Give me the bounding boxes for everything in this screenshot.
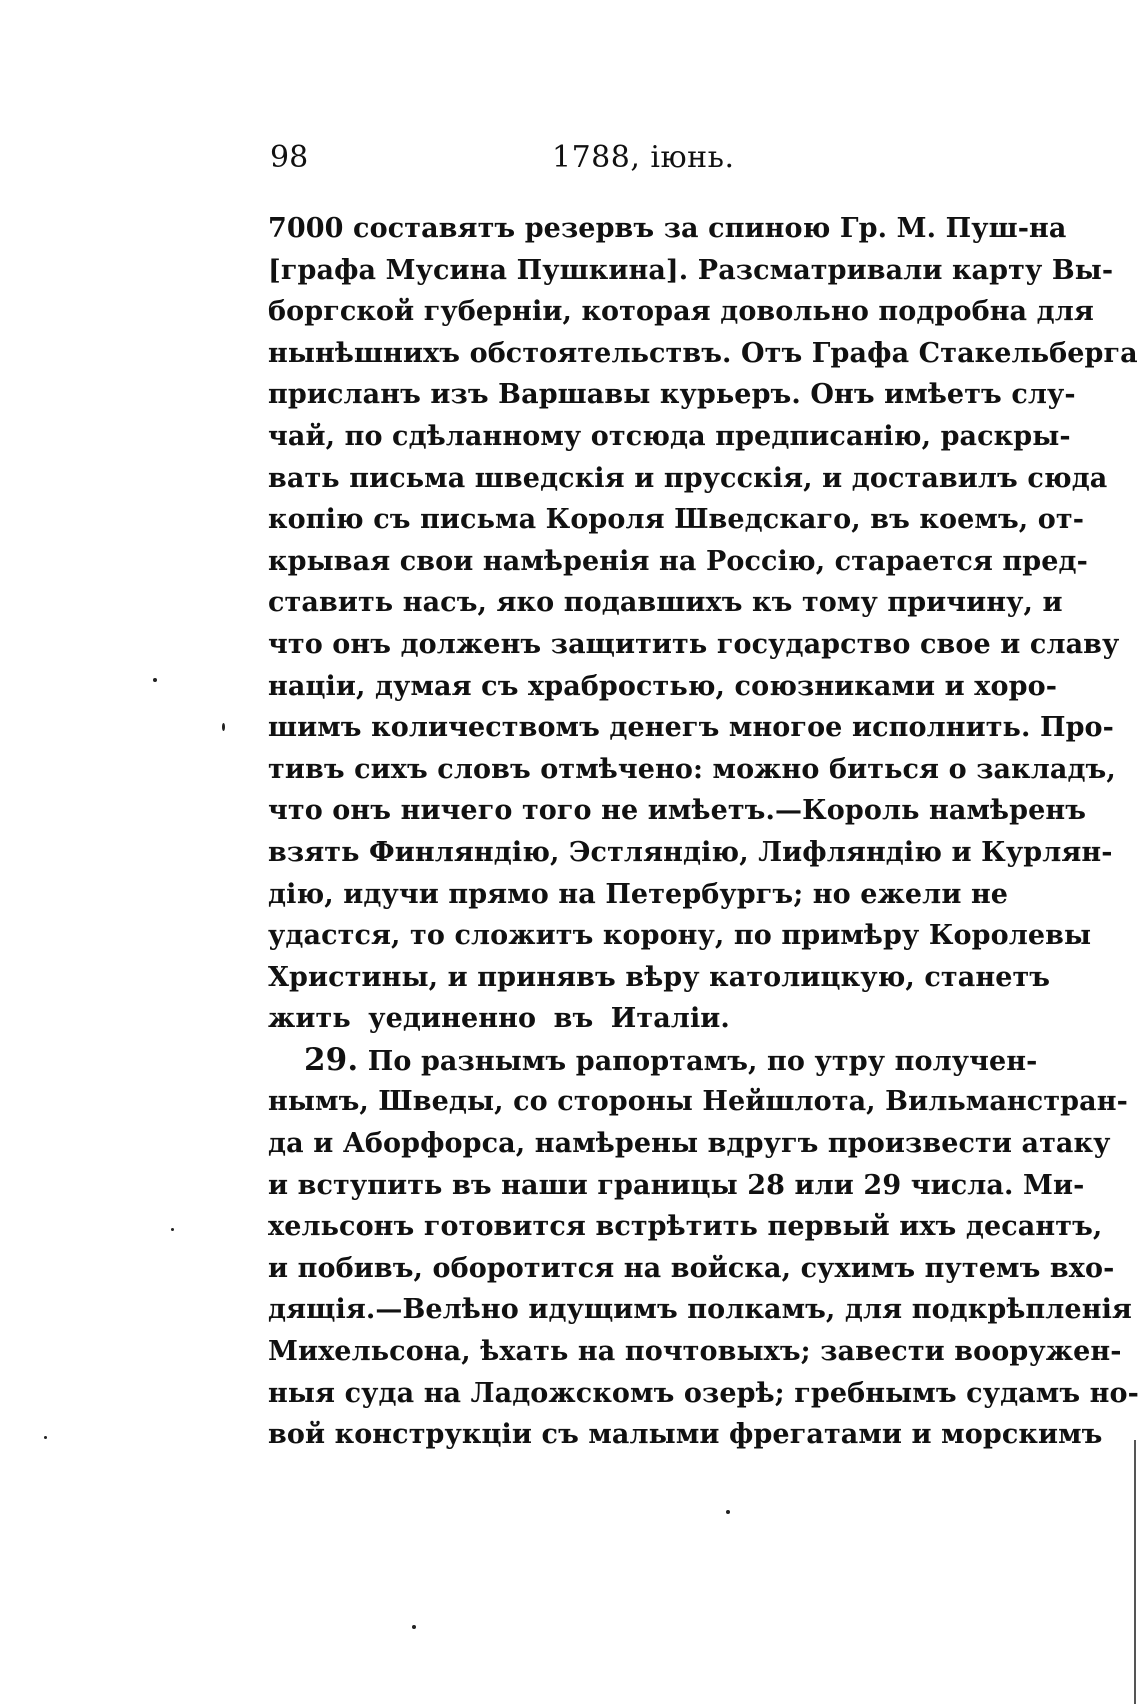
- text-line: тивъ сихъ словъ отмѣчено: можно биться о закладъ,: [268, 753, 1116, 785]
- text-line: что онъ долженъ защитить государство свое и славу: [268, 628, 1120, 660]
- text-line: націи, думая съ храбростью, союзниками и хоро-: [268, 670, 1058, 702]
- body-text: [268, 208, 1139, 1456]
- text-line: ныя суда на Ладожскомъ озерѣ; гребнымъ судамъ но-: [268, 1377, 1139, 1409]
- text-line: [графа Мусина Пушкина]. Разсматривали карту Вы-: [268, 254, 1114, 286]
- text-line: жить уединенно въ Италіи.: [268, 1003, 730, 1035]
- page-header: [270, 138, 990, 178]
- text-line: дію, идучи прямо на Петербургъ; но ежели не: [268, 878, 1009, 910]
- text-line: да и Аборфорса, намѣрены вдругъ произвести атаку: [268, 1128, 1111, 1160]
- text-line: взять Финляндію, Эстляндію, Лифляндію и Курлян-: [268, 836, 1113, 868]
- scan-speck: [412, 1625, 416, 1629]
- text-line: хельсонъ готовится встрѣтить первый ихъ десантъ,: [268, 1211, 1103, 1243]
- paragraph-2: [268, 1040, 1139, 1456]
- text-line: вать письма шведскія и прусскія, и доставилъ сюда: [268, 462, 1108, 494]
- paragraph-1: [268, 208, 1138, 1040]
- text-line: Христины, и принявъ вѣру католицкую, станетъ: [268, 961, 1051, 993]
- scan-speck: [222, 723, 225, 731]
- text-line: и вступить въ наши границы 28 или 29 числа. Ми-: [268, 1169, 1085, 1201]
- text-line: нымъ, Шведы, со стороны Нейшлота, Вильманстран-: [268, 1086, 1128, 1118]
- text-line: чай, по сдѣланному отсюда предписанію, раскры-: [268, 420, 1071, 452]
- entry-date: 29.: [304, 1041, 359, 1078]
- page-number: 98: [270, 140, 309, 175]
- text-line: 7000 составятъ резервъ за спиною Гр. М. Пуш-на: [268, 213, 1067, 244]
- text-line: копію съ письма Короля Шведскаго, въ коемъ, от-: [268, 504, 1085, 536]
- text-line: удастся, то сложитъ корону, по примѣру Королевы: [268, 920, 1092, 952]
- text-line: ставить насъ, яко подавшихъ къ тому причину, и: [268, 587, 1063, 619]
- scan-speck: [44, 1436, 47, 1439]
- running-head: 1788, іюнь.: [552, 140, 735, 175]
- text-line: нынѣшнихъ обстоятельствъ. Отъ Графа Стакельберга: [268, 337, 1138, 369]
- text-line: вой конструкціи съ малыми фрегатами и морскимъ: [268, 1419, 1103, 1451]
- text-line: [268, 1040, 1038, 1082]
- text-line: боргской губерніи, которая довольно подробна для: [268, 296, 1094, 328]
- text-line: присланъ изъ Варшавы курьеръ. Онъ имѣетъ слу-: [268, 379, 1076, 411]
- text-line: дящія.—Велѣно идущимъ полкамъ, для подкрѣпленія: [268, 1294, 1132, 1326]
- text-line: что онъ ничего того не имѣетъ.—Король намѣренъ: [268, 795, 1087, 827]
- text-line: и побивъ, оборотится на войска, сухимъ путемъ вхо-: [268, 1252, 1115, 1284]
- scan-speck: [171, 1228, 174, 1231]
- text-line: Михельсона, ѣхать на почтовыхъ; завести вооружен-: [268, 1336, 1122, 1368]
- text-line: шимъ количествомъ денегъ многое исполнить. Про-: [268, 712, 1114, 744]
- text-line-rest: По разнымъ рапортамъ, по утру получен-: [367, 1045, 1038, 1077]
- scan-speck: [726, 1510, 730, 1514]
- scan-speck: [153, 678, 157, 682]
- text-line: крывая свои намѣренія на Россію, старается пред-: [268, 545, 1088, 577]
- scan-edge: [1134, 1440, 1136, 1704]
